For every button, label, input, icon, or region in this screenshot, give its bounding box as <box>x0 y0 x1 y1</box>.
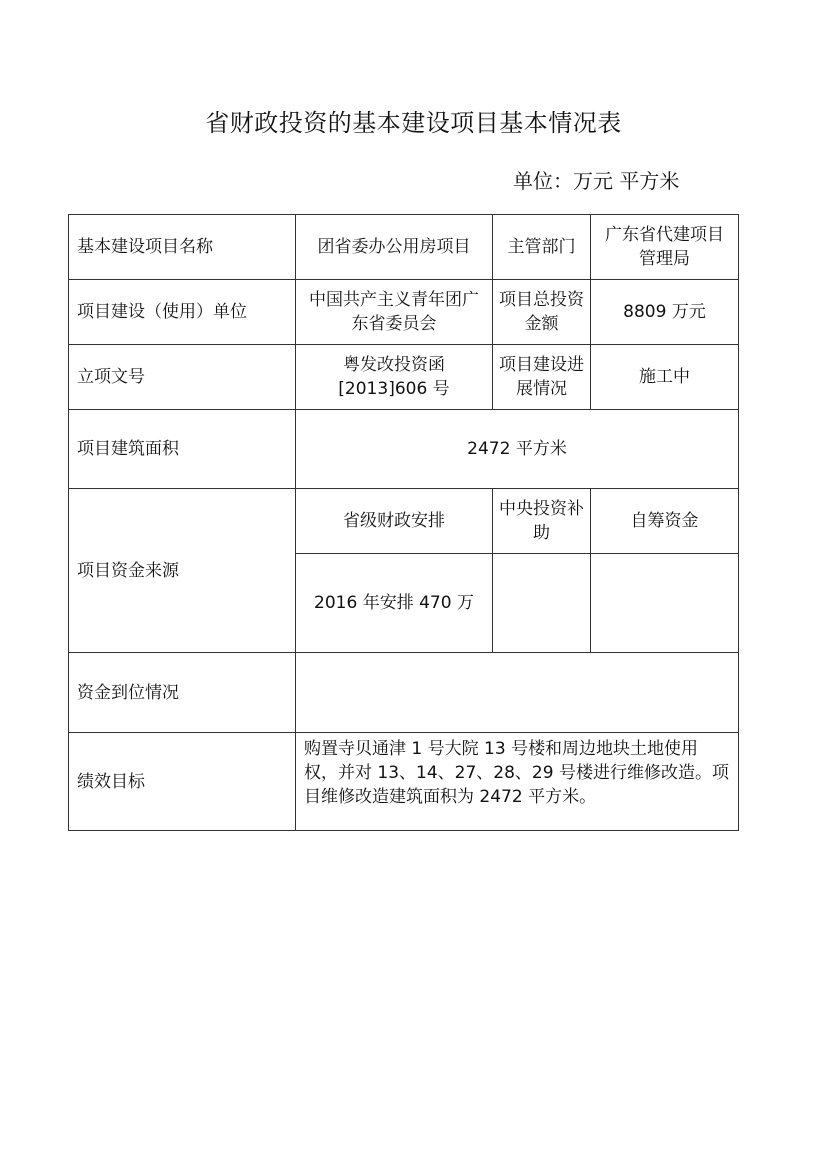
table-row <box>69 653 739 733</box>
approval-number-value: 粤发改投资函[2013]606 号 <box>296 345 493 410</box>
self-funding-header: 自筹资金 <box>591 489 739 554</box>
page-title: 省财政投资的基本建设项目基本情况表 <box>205 109 622 137</box>
provincial-funding-value: 2016 年安排 470 万 <box>296 554 493 653</box>
provincial-funding-header: 省级财政安排 <box>296 489 493 554</box>
table-row <box>69 280 739 345</box>
table-row <box>69 215 739 280</box>
table-row <box>69 410 739 489</box>
performance-goal-value: 购置寺贝通津 1 号大院 13 号楼和周边地块土地使用权，并对 13、14、27、28、29 号楼进行维修改造。项目维修改造建筑面积为 2472 平方米。 <box>296 733 739 831</box>
funds-status-value <box>296 653 739 733</box>
table-row <box>69 489 739 554</box>
central-funding-header: 中央投资补助 <box>493 489 591 554</box>
project-name-value: 团省委办公用房项目 <box>296 215 493 280</box>
self-funding-value <box>591 554 739 653</box>
building-area-value: 2472 平方米 <box>296 410 739 489</box>
department-label: 主管部门 <box>493 215 591 280</box>
unit-label: 单位：万元 平方米 <box>513 169 680 193</box>
funds-status-label: 资金到位情况 <box>69 653 296 733</box>
progress-label: 项目建设进展情况 <box>493 345 591 410</box>
total-investment-label: 项目总投资金额 <box>493 280 591 345</box>
performance-goal-label: 绩效目标 <box>69 733 296 831</box>
central-funding-value <box>493 554 591 653</box>
funding-source-label: 项目资金来源 <box>69 489 296 653</box>
building-area-label: 项目建筑面积 <box>69 410 296 489</box>
progress-value: 施工中 <box>591 345 739 410</box>
project-name-label: 基本建设项目名称 <box>69 215 296 280</box>
total-investment-value: 8809 万元 <box>591 280 739 345</box>
construction-unit-value: 中国共产主义青年团广东省委员会 <box>296 280 493 345</box>
approval-number-label: 立项文号 <box>69 345 296 410</box>
department-value: 广东省代建项目管理局 <box>591 215 739 280</box>
table-row <box>69 733 739 831</box>
table-row <box>69 345 739 410</box>
construction-unit-label: 项目建设（使用）单位 <box>69 280 296 345</box>
project-info-table <box>68 214 739 831</box>
